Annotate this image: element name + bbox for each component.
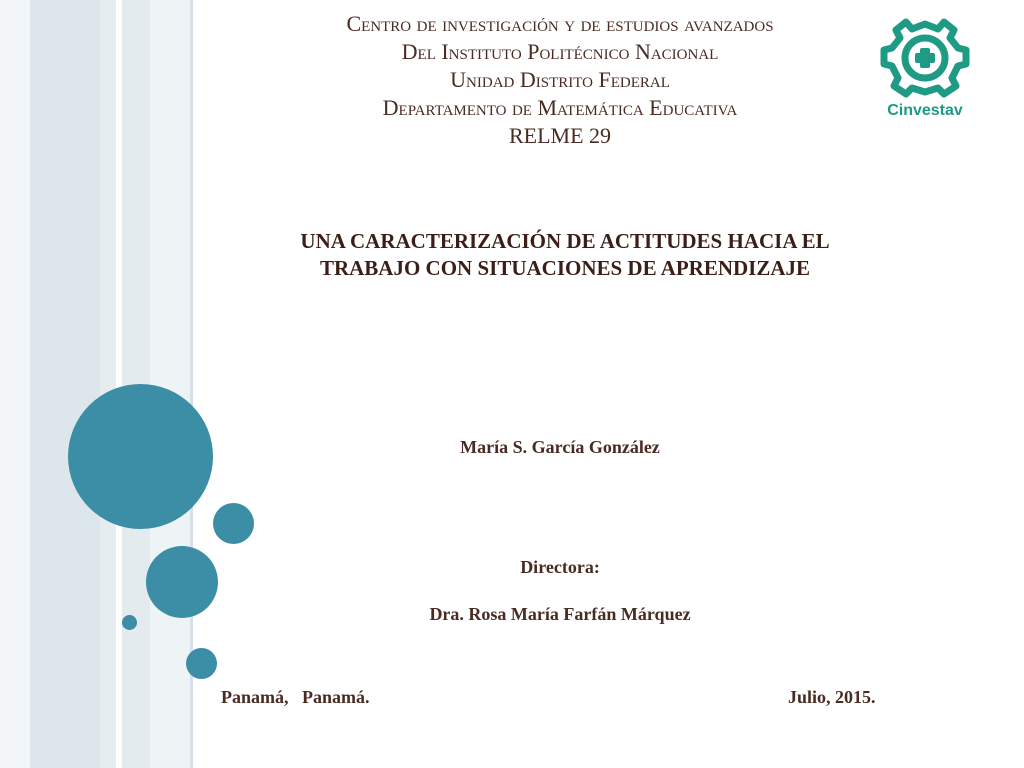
title-line-2: TRABAJO CON SITUACIONES DE APRENDIZAJE <box>319 256 811 280</box>
header-line-department: Departamento de Matemática Educativa <box>382 95 738 120</box>
decorative-circle-medium <box>146 546 218 618</box>
decorative-circle-small <box>186 648 217 679</box>
director-name: Dra. Rosa María Farfán Márquez <box>429 604 691 624</box>
decorative-circle-large <box>68 384 213 529</box>
author-name: María S. García González <box>460 437 660 457</box>
footer-date: Julio, 2015. <box>788 687 876 707</box>
title-line-1: UNA CARACTERIZACIÓN DE ACTITUDES HACIA EL <box>300 229 830 253</box>
cinvestav-logo <box>880 18 970 128</box>
background-stripe <box>0 0 30 768</box>
background-stripe <box>100 0 116 768</box>
header-line-ipn: Del Instituto Politécnico Nacional <box>401 39 719 64</box>
background-stripe <box>30 0 100 768</box>
header-line-institution: Centro de investigación y de estudios avanzados <box>346 11 774 36</box>
background-stripe <box>150 0 190 768</box>
decorative-circle-small <box>213 503 254 544</box>
institution-header <box>230 10 890 150</box>
header-line-event: RELME 29 <box>508 123 612 148</box>
decorative-circle-tiny <box>122 615 137 630</box>
presentation-title <box>230 228 900 282</box>
logo-wordmark: Cinvestav <box>887 102 963 119</box>
director-label: Directora: <box>520 557 600 577</box>
footer-place: Panamá, Panamá. <box>221 687 370 707</box>
cinvestav-emblem-icon <box>880 18 970 102</box>
header-line-unit: Unidad Distrito Federal <box>450 67 670 92</box>
